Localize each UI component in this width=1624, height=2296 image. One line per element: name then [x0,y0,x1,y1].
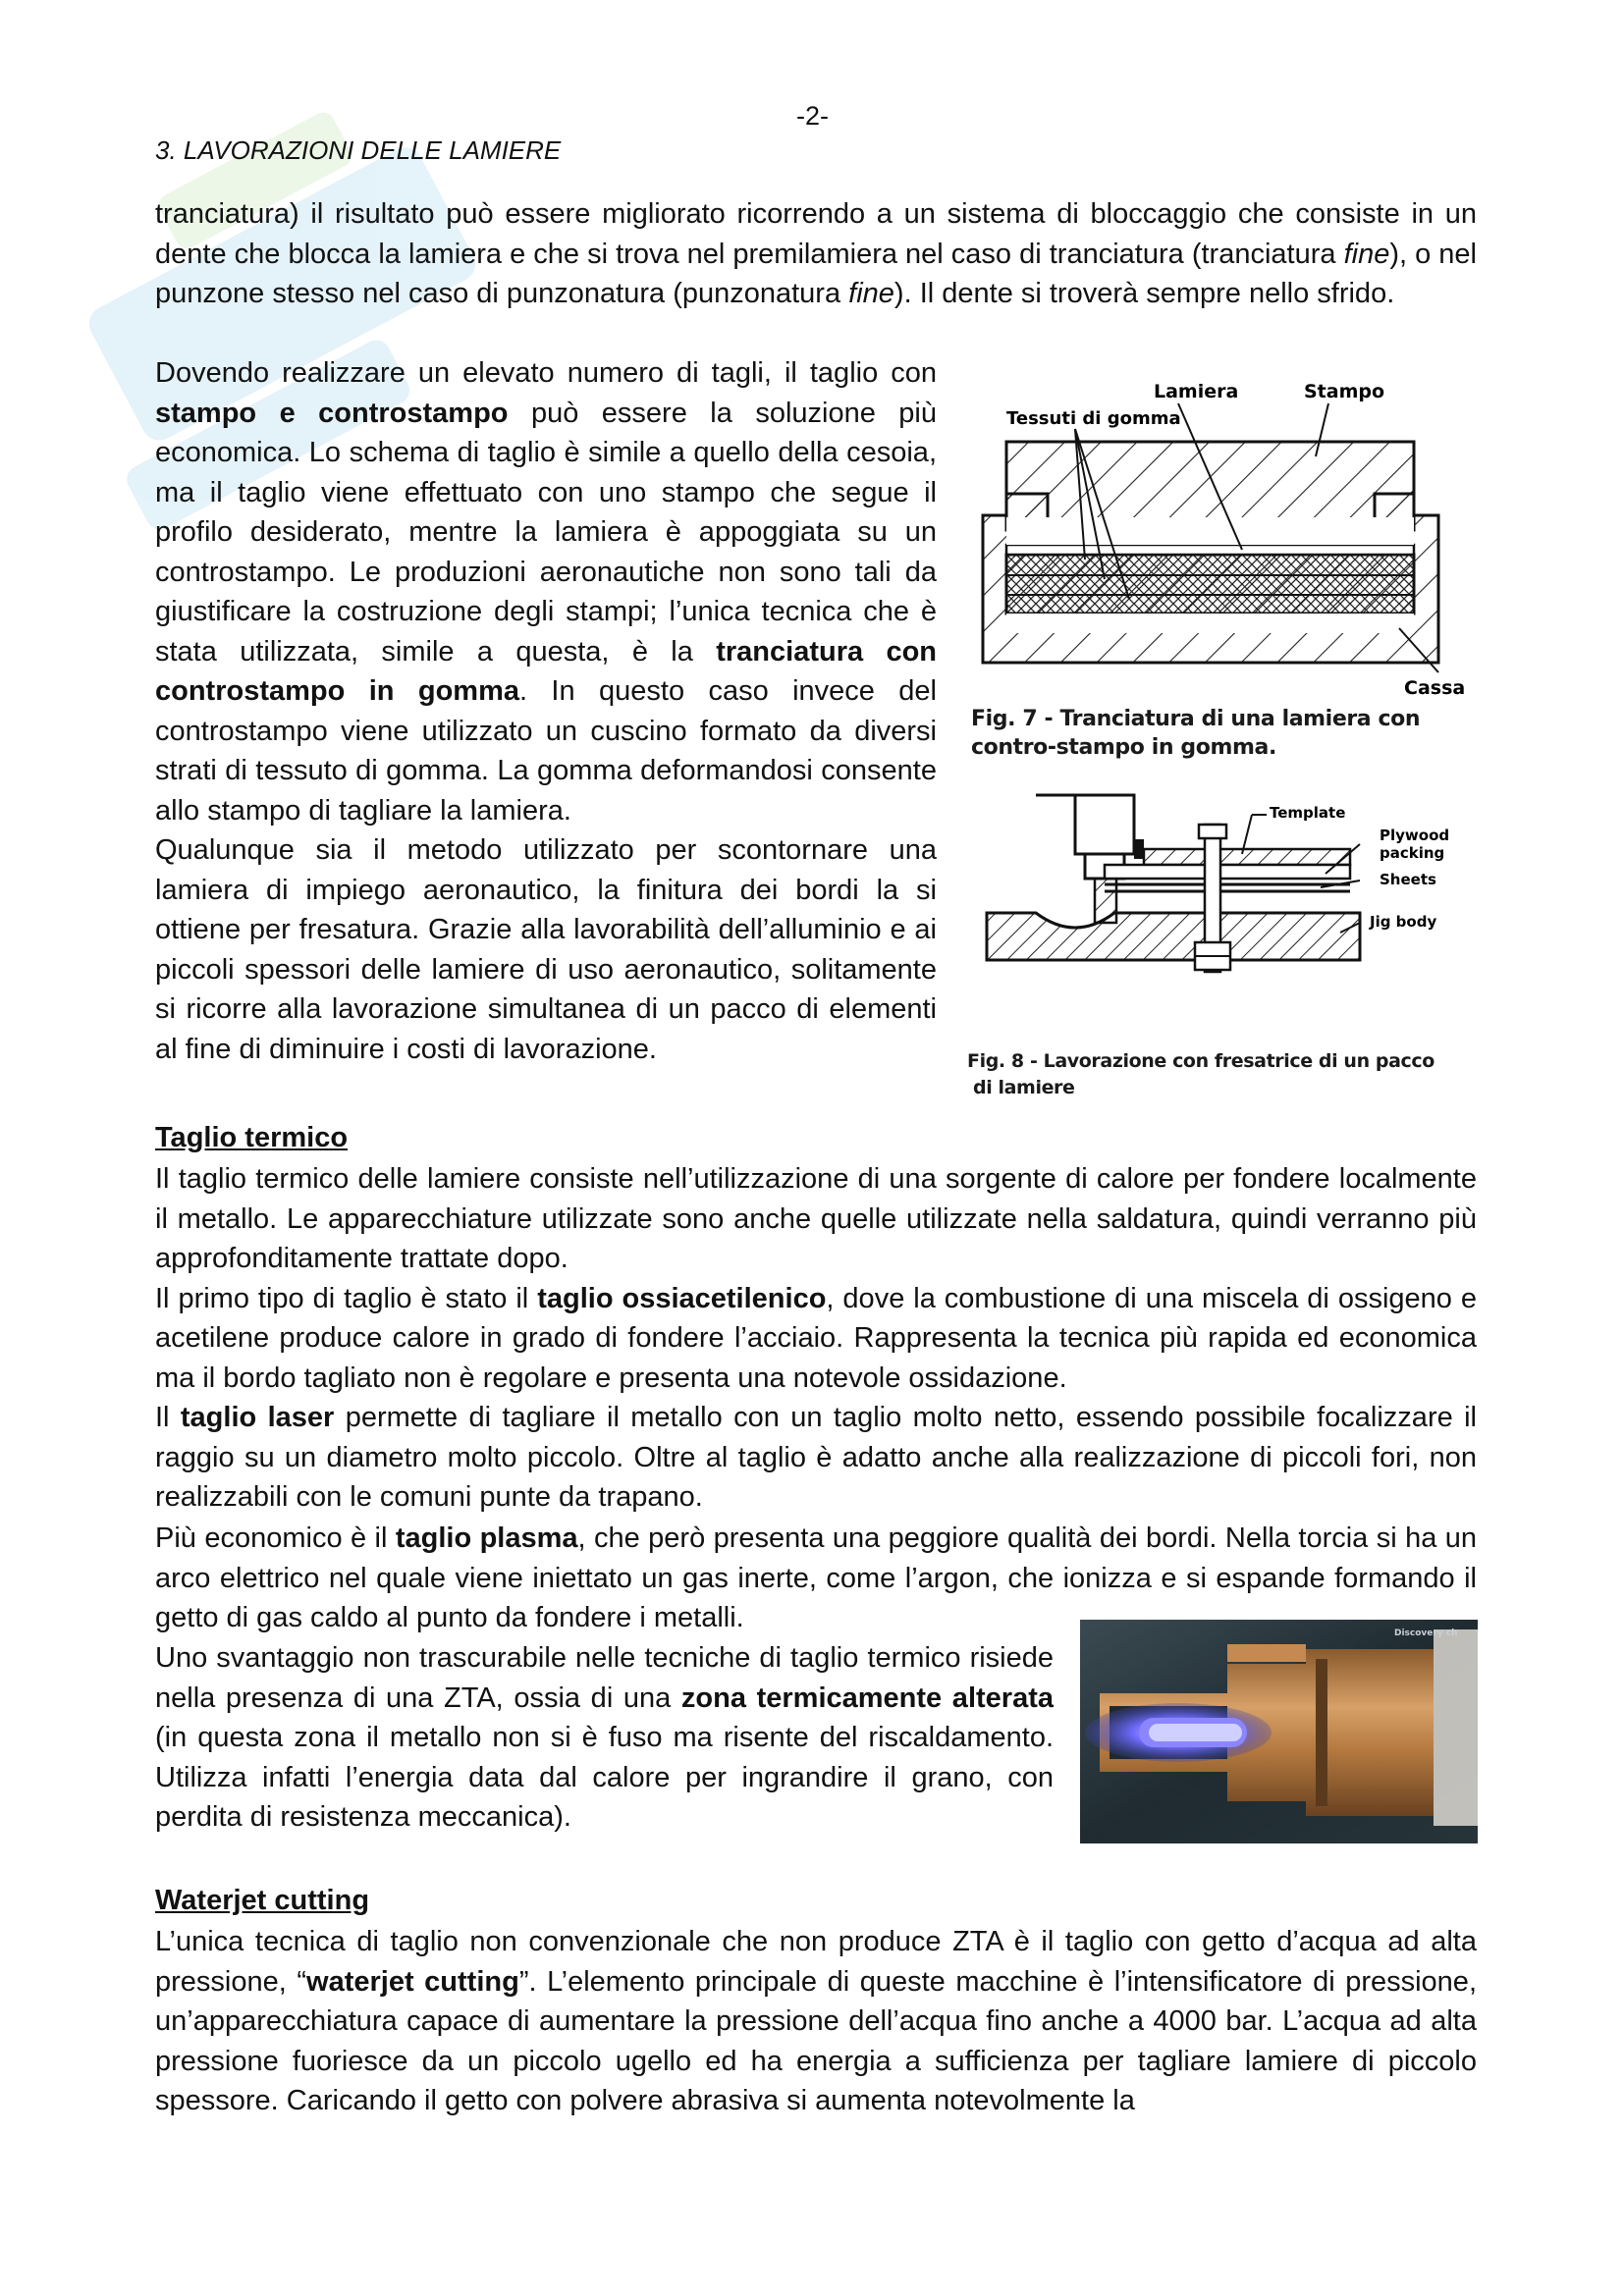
waterjet-section [155,1922,1477,2121]
zta-section [155,1638,1054,1838]
stamp-section [155,353,937,1069]
label-template: Template [1270,804,1346,822]
fig7-caption-line1: Fig. 7 - Tranciatura di una lamiera con [971,707,1421,731]
plasma-torch-photo [1080,1620,1478,1843]
label-packing: packing [1380,844,1445,862]
plasma-torch-image [1080,1620,1478,1843]
laser-bold: taglio laser [180,1402,335,1433]
fig8-caption-line1: Fig. 8 - Lavorazione con fresatrice di un pacco [967,1050,1435,1072]
intro-italic-2: fine [848,278,894,309]
stamp-text-1: Dovendo realizzare un elevato numero di tagli, il taglio con [155,357,937,389]
stamp-text-3: . In questo caso invece del controstampo viene utilizzato un cuscino formato da diversi strati di tessuto di gomma. La gomma deformandosi consente allo stampo di tagliare la lamiera. [155,675,937,827]
zta-text-1: Uno svantaggio non trascurabile nelle tecniche di taglio termico risiede nella presenza di una ZTA, ossia di una [155,1642,1054,1714]
zta-text-2: (in questa zona il metallo non si è fuso ma risente del riscaldamento. Utilizza infatti l’energia data dal calore per ingrandire il grano, con perdita di resistenza meccanica). [155,1722,1054,1833]
thermal-paragraph-1: Il taglio termico delle lamiere consiste nell’utilizzazione di una sorgente di calore per fondere localmente il metallo. Le apparecchiature utilizzate sono anche quelle utilizzate nella saldatura, quindi verranno più approfonditamente trattate dopo. [155,1163,1477,1274]
fig8-caption-line2: di lamiere [973,1077,1075,1098]
plasma-text-2: , che però presenta una peggiore qualità dei bordi. Nella torcia si ha un arco elettrico nel quale viene iniettato un gas inerte, come l’argon, che ionizza e si espande formando il getto di gas caldo al punto da fondere i metalli. [155,1522,1477,1633]
label-tessuti: Tessuti di gomma [1006,408,1181,429]
photo-watermark: Discovery ch [1394,1629,1458,1638]
label-cassa: Cassa [1404,677,1466,699]
figure-8-caption [967,1048,1435,1101]
figure-7 [957,368,1488,707]
figure-8-drawing [967,785,1478,1021]
label-plywood: Plywood [1380,827,1450,844]
stamp-bold-2: tranciatura con controstampo in gomma [155,635,938,707]
zta-bold: zona termicamente alterata [680,1682,1054,1714]
waterjet-heading: Waterjet cutting [155,1885,370,1916]
waterjet-bold: waterjet cutting [306,1965,519,1998]
label-lamiera: Lamiera [1154,381,1239,402]
plasma-text-1: Più economico è il [155,1522,396,1554]
figure-7-caption [971,705,1420,762]
plasma-bold: taglio plasma [395,1522,578,1554]
intro-text-1: tranciatura) il risultato può essere migliorato ricorrendo a un sistema di bloccaggio che consiste in un dente che blocca la lamiera e che si trova nel premilamiera nel caso di tranciatura (tranciatura [155,198,1477,270]
label-sheets: Sheets [1380,871,1436,888]
waterjet-text-2: ”. L’elemento principale di queste macchine è l’intensificatore di pressione, un’apparecchiatura capace di aumentare la pressione dell’acqua fino anche a 4000 bar. L’acqua ad alta pressione fuoriesce da un piccolo ugello ed ha energia a sufficienza per tagliare lamiere di piccolo spessore. Caricando il getto con polvere abrasiva si aumenta notevolmente la [155,1965,1477,2116]
running-header: 3. LAVORAZIONI DELLE LAMIERE [155,135,562,165]
stamp-text-2: può essere la soluzione più economica. Lo schema di taglio è simile a quello della cesoia, ma il taglio viene effettuato con uno stampo che segue il profilo desiderato, mentre la lamiera è appoggiata su un controstampo. Le produzioni aeronautiche non sono tali da giustificare la costruzione degli stampi; l’unica tecnica che è stata utilizzata, simile a questa, è la [155,397,938,667]
thermal-section [155,1159,1477,1518]
fig7-caption-line2: contro-stampo in gomma. [971,735,1276,760]
oxy-bold: taglio ossiacetilenico [537,1282,827,1314]
figure-8 [967,785,1478,1021]
laser-text-1: Il [155,1402,181,1433]
thermal-heading: Taglio termico [155,1122,349,1153]
intro-text-2: ), o nel punzone stesso nel caso di punzonatura (punzonatura [155,238,1477,309]
laser-text-2: permette di tagliare il metallo con un taglio molto netto, essendo possibile focalizzare il raggio su un diametro molto piccolo. Oltre al taglio è adatto anche alla realizzazione di piccoli fori, non realizzabili con le comuni punte da trapano. [155,1402,1477,1513]
waterjet-text-1: L’unica tecnica di taglio non convenzionale che non produce ZTA è il taglio con getto d’acqua ad alta pressione, “ [155,1926,1477,1998]
intro-paragraph [155,194,1477,314]
oxy-text-2: , dove la combustione di una miscela di ossigeno e acetilene produce calore in grado di fondere l’acciaio. Rappresenta la tecnica più rapida ed economica ma il bordo tagliato non è regolare e presenta una notevole ossidazione. [155,1282,1477,1394]
page-number: -2- [796,101,829,131]
intro-italic-1: fine [1343,238,1390,270]
figure-7-drawing [957,368,1488,707]
finishing-paragraph: Qualunque sia il metodo utilizzato per scontornare una lamiera di impiego aeronautico, la finitura dei bordi la si ottiene per fresatura. Grazie alla lavorabilità dell’alluminio e ai piccoli spessori delle lamiere di uso aeronautico, solitamente si ricorre alla lavorazione simultanea di un pacco di elementi al fine di diminuire i costi di lavorazione. [155,834,937,1065]
label-jig-body: Jig body [1370,913,1437,931]
oxy-text-1: Il primo tipo di taglio è stato il [155,1282,538,1314]
intro-text-3: ). Il dente si troverà sempre nello sfrido. [893,278,1395,309]
label-stampo: Stampo [1304,381,1385,402]
stamp-bold-1: stampo e controstampo [155,397,509,429]
